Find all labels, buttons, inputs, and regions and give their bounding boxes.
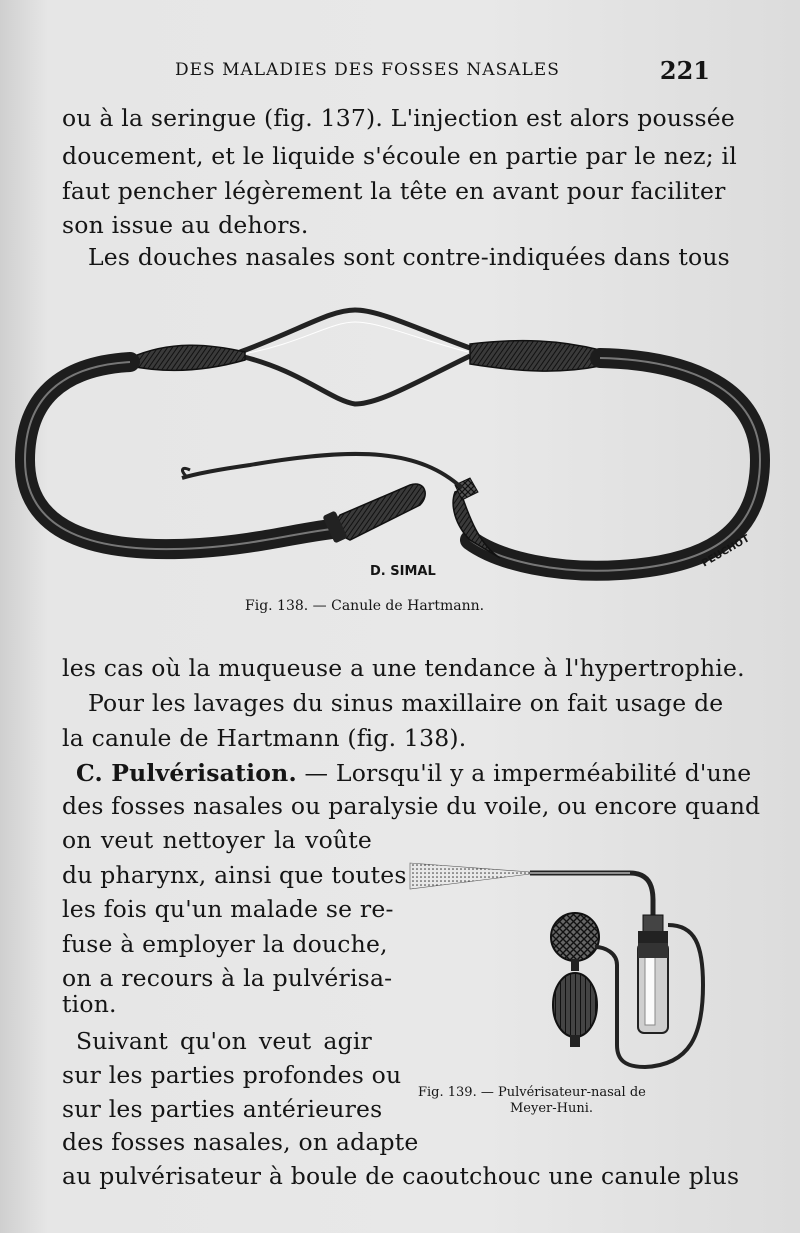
running-title: DES MALADIES DES FOSSES NASALES: [175, 60, 560, 80]
section-c-heading: C. Pulvérisation.: [76, 759, 297, 787]
section-c-text: — Lorsqu'il y a imperméabilité d'une: [296, 759, 752, 787]
section-c-first-line: [76, 759, 752, 787]
figure-139-caption-line2: Meyer-Huni.: [510, 1101, 594, 1116]
text-line: on veut nettoyer la voûte: [62, 826, 372, 854]
text-line: du pharynx, ainsi que toutes: [62, 861, 407, 889]
text-line: au pulvérisateur à boule de caoutchouc une canule plus: [62, 1162, 740, 1190]
text-line: la canule de Hartmann (fig. 138).: [62, 724, 467, 752]
text-line: Pour les lavages du sinus maxillaire on fait usage de: [88, 689, 724, 717]
text-line: Suivant qu'on veut agir: [76, 1027, 372, 1055]
engraver-signature: PEUCHOT: [700, 533, 752, 570]
figure-138-caption: Fig. 138. — Canule de Hartmann.: [245, 598, 485, 614]
text-line: sur les parties profondes ou: [62, 1061, 402, 1089]
text-line: tion.: [62, 990, 117, 1018]
figure-139-caption-line1: Fig. 139. — Pulvérisateur-nasal de: [418, 1085, 646, 1100]
page-header: [175, 56, 710, 85]
text-line: les fois qu'un malade se re-: [62, 895, 394, 923]
illustrator-signature: D. SIMAL: [370, 564, 436, 579]
text-line: faut pencher légèrement la tête en avant pour faciliter: [62, 177, 726, 205]
text-line: ou à la seringue (fig. 137). L'injection est alors poussée: [62, 104, 735, 132]
text-line: des fosses nasales ou paralysie du voile, ou encore quand: [62, 792, 761, 820]
text-line: fuse à employer la douche,: [62, 930, 388, 958]
text-line: on a recours à la pulvérisa-: [62, 964, 393, 992]
text-line: doucement, et le liquide s'écoule en partie par le nez; il: [62, 142, 737, 170]
nasal-sprayer-illustration: [395, 855, 715, 1070]
text-line: les cas où la muqueuse a une tendance à l'hypertrophie.: [62, 654, 745, 682]
text-line: son issue au dehors.: [62, 211, 309, 239]
page-number: 221: [659, 56, 710, 85]
text-line: Les douches nasales sont contre-indiquées dans tous: [88, 243, 730, 271]
text-line: des fosses nasales, on adapte: [62, 1128, 419, 1156]
text-line: sur les parties antérieures: [62, 1095, 383, 1123]
